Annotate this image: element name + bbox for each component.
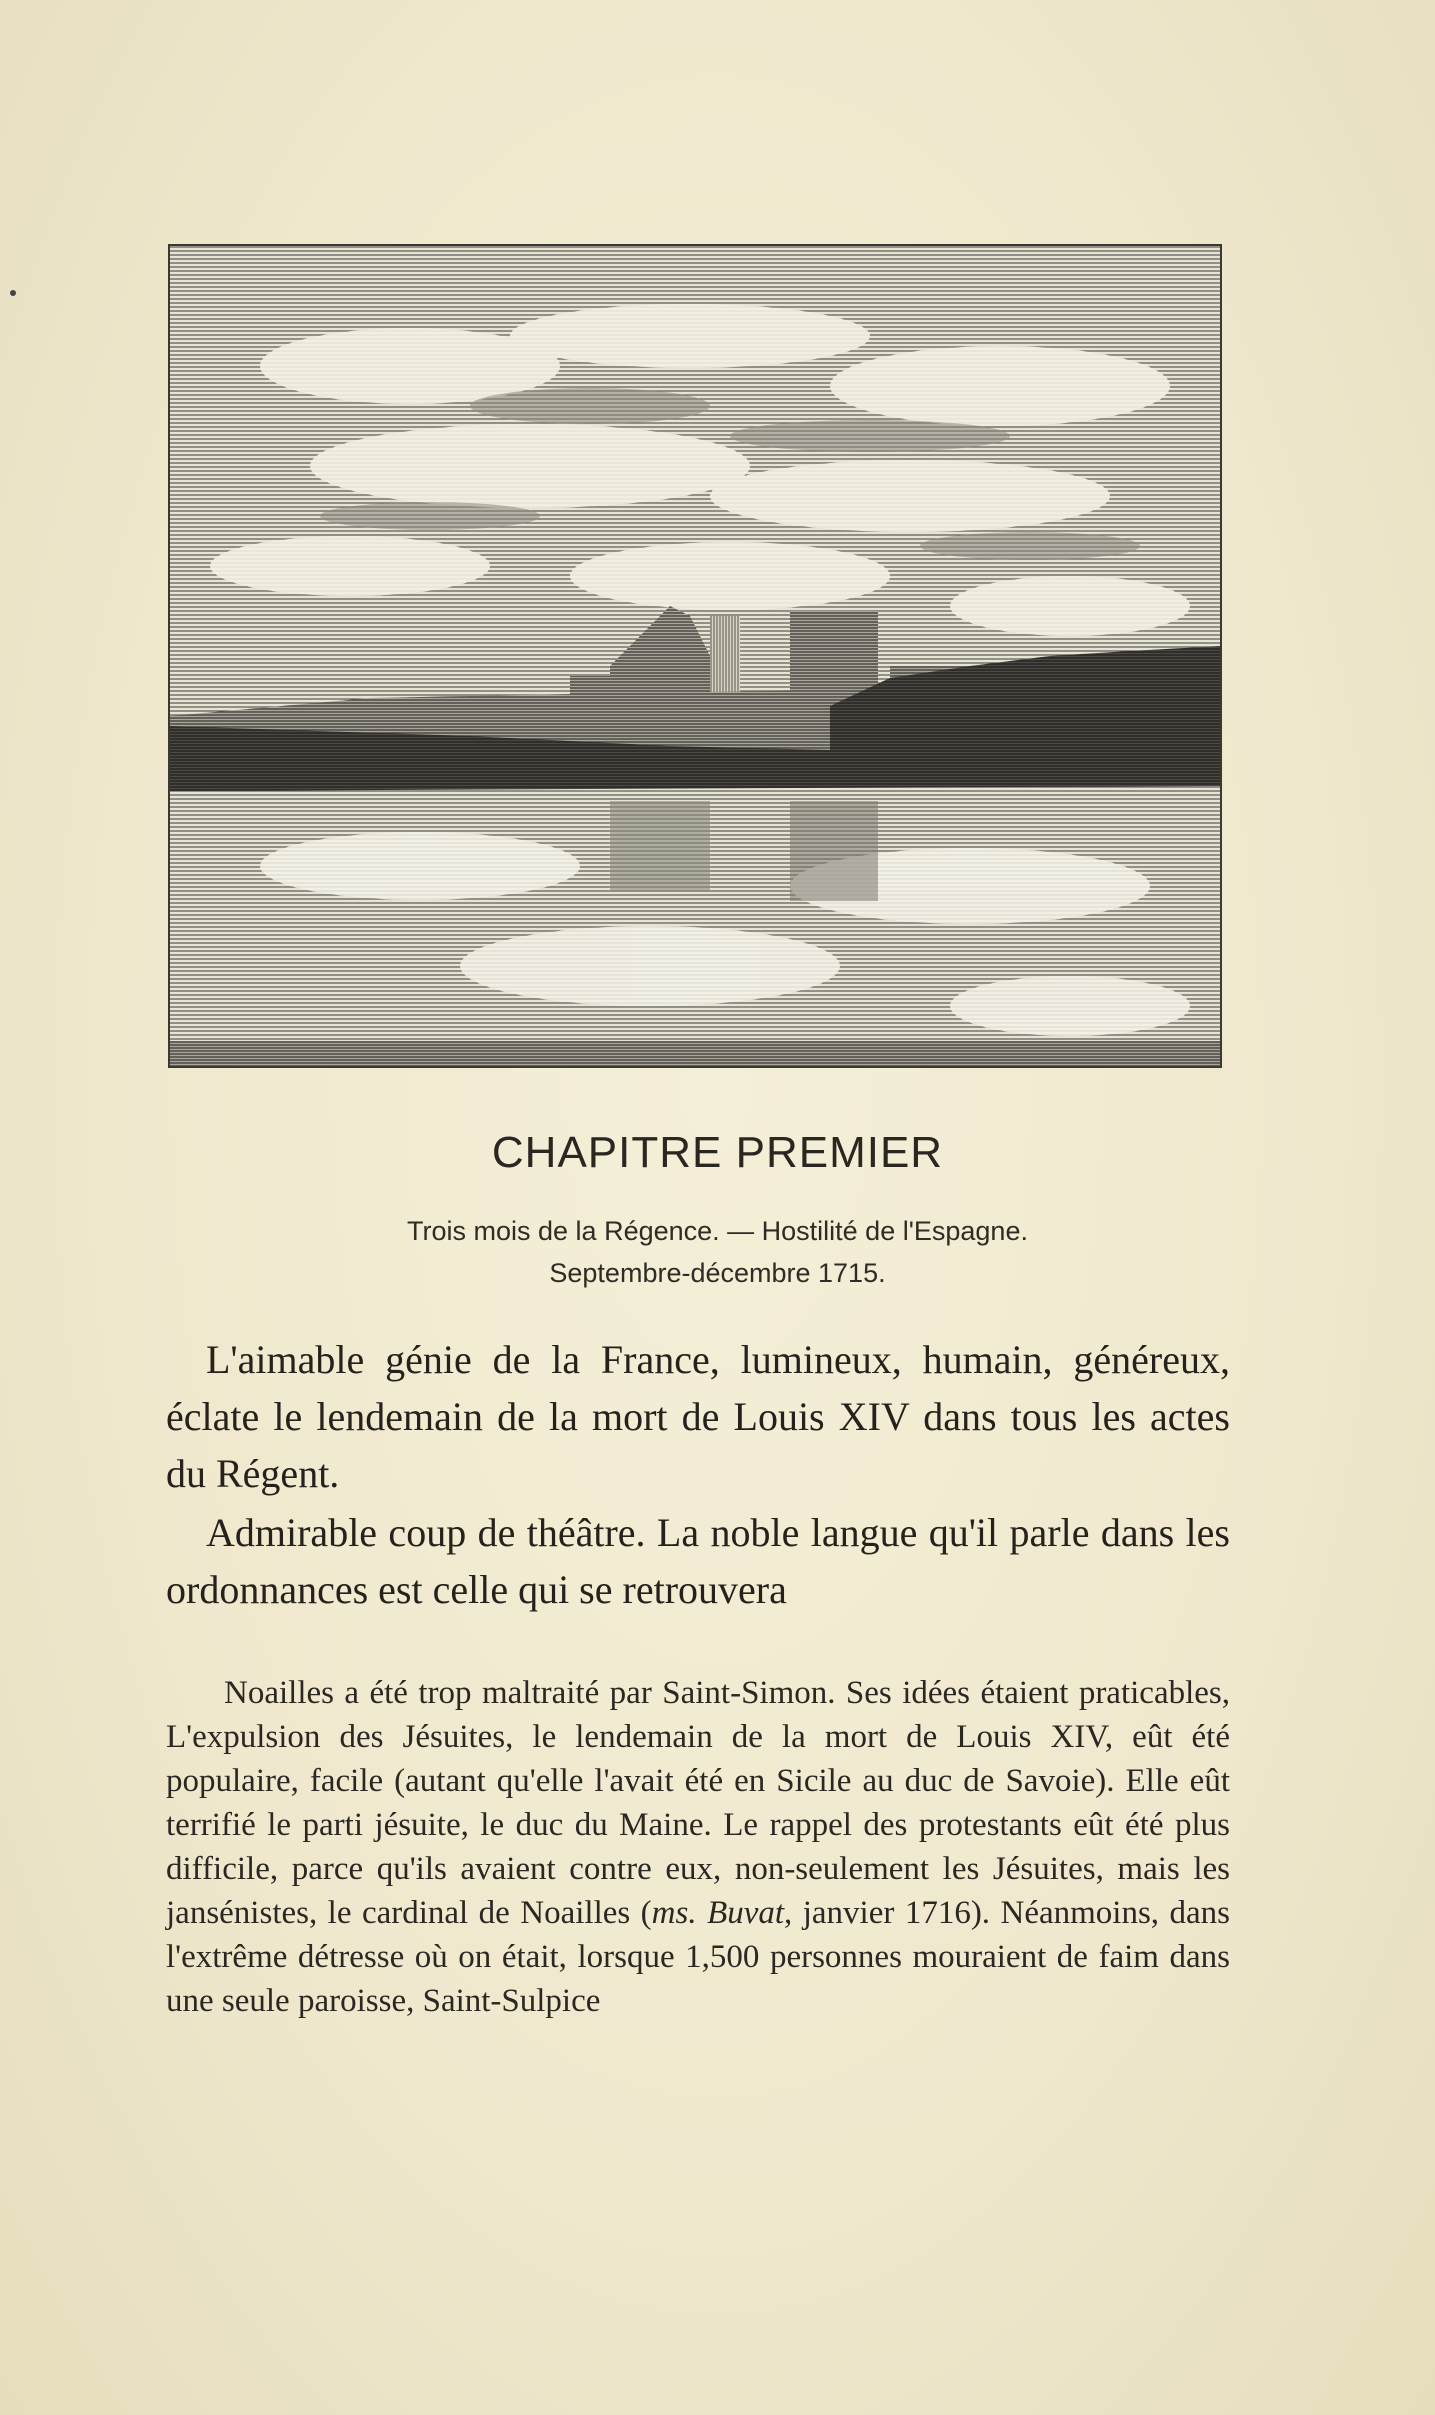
body-paragraph	[166, 1331, 1230, 1502]
footnote-italic-source: Buvat	[707, 1895, 785, 1931]
footnote-italic-source: ms.	[651, 1895, 697, 1931]
chapter-date-range: Septembre-décembre 1715.	[549, 1258, 886, 1288]
footnote-text-part	[697, 1895, 707, 1931]
paragraph-text: Admirable coup de théâtre. La noble langue qu'il parle dans les ordonnances est celle qui se retrouvera	[166, 1510, 1230, 1612]
ink-speck	[10, 290, 16, 296]
landscape-engraving	[170, 246, 1220, 1066]
paragraph-text: L'aimable génie de la France, lumineux, humain, généreux, éclate le lendemain de la mort de Louis XIV dans tous les actes du Régent.	[166, 1337, 1230, 1496]
body-paragraph	[166, 1504, 1230, 1618]
chapter-subtitle: Trois mois de la Régence. — Hostilité de l'Espagne.	[407, 1216, 1028, 1246]
footnote-text-part: , janvier 1716). Néanmoins, dans l'extrême détresse où on était, lorsque 1,500 personnes mouraient de faim dans une seule paroisse, Saint-Sulpice	[166, 1895, 1231, 2019]
footnote-text	[166, 1671, 1230, 2023]
engraving-illustration	[168, 244, 1222, 1068]
footnote	[166, 1671, 1230, 2023]
footnote-text-part: Noailles a été trop maltraité par Saint-Simon. Ses idées étaient praticables, L'expulsion des Jésuites, le lendemain de la mort de Louis XIV, eût été populaire, facile (autant qu'elle l'avait été en Sicile au duc de Savoie). Elle eût terrifié le parti jésuite, le duc du Maine. Le rappel des protestants eût été plus difficile, parce qu'ils avaient contre eux, non-seulement les Jésuites, mais les jansénistes, le cardinal de Noailles (	[166, 1675, 1230, 1931]
chapter-title: CHAPITRE PREMIER	[491, 1128, 944, 1177]
